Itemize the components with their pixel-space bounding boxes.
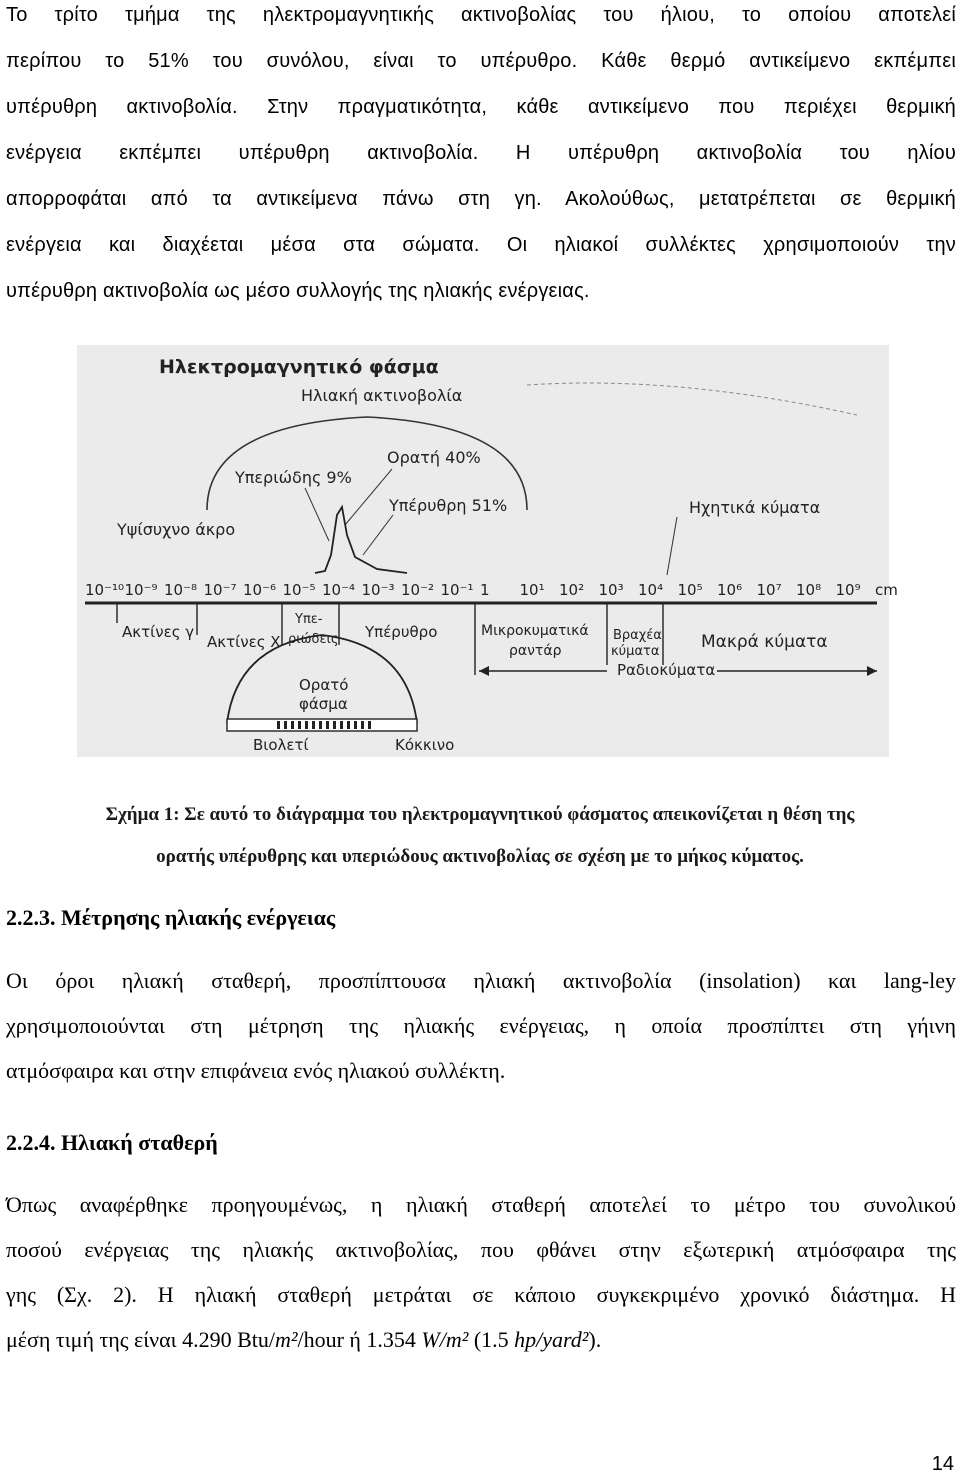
text-line: ενέργεια και διαχέεται μέσα στα σώματα. Οι ηλιακοί συλλέκτες χρησιμοποιούν την <box>6 234 956 256</box>
scale-tick-label: cm <box>875 581 898 599</box>
strip-bar <box>298 721 301 729</box>
scale-tick-label: 10⁻⁴ <box>322 581 356 599</box>
unit-hp-per-yard2: hp/yard² <box>514 1327 589 1352</box>
scale-tick-label: 10⁻¹⁰ <box>85 581 125 599</box>
strip-bar <box>326 721 329 729</box>
text-line: περίπου το 51% του συνόλου, είναι το υπέρυθρο. Κάθε θερμό αντικείμενο εκπέμπει <box>6 50 956 72</box>
long-waves-label: Μακρά κύματα <box>701 632 828 652</box>
scale-tick-label: 10² <box>559 581 585 599</box>
scale-tick-label: 10⁻⁸ <box>164 581 198 599</box>
scale-tick-label: 10⁵ <box>677 581 703 599</box>
scale-tick-label: 10⁷ <box>756 581 782 599</box>
strip-bar <box>361 721 364 729</box>
scale-tick-label: 10⁸ <box>796 581 822 599</box>
page-number: 14 <box>931 1453 954 1475</box>
text-line: χρησιμοποιούνται στη μέτρηση της ηλιακής ενέργειας, η οποία προσπίπτει στη γήινη <box>6 1013 956 1038</box>
section-heading: 2.2.3. Μέτρησης ηλιακής ενέργειας <box>6 905 336 930</box>
formula-mid: /hour ή 1.354 <box>297 1327 422 1352</box>
caption-line: Σχήμα 1: Σε αυτό το διάγραμμα του ηλεκτρομαγνητικού φάσματος απεικονίζεται η θέση της <box>105 804 855 825</box>
uv-percent-label: Υπεριώδης 9% <box>235 468 352 487</box>
visible-spectrum-label-2: φάσμα <box>299 695 348 713</box>
scale-tick-label: 10⁻³ <box>361 581 395 599</box>
text-line: ατμόσφαιρα και στην επιφάνεια ενός ηλιακού συλλέκτη. <box>6 1058 506 1083</box>
solar-radiation-label: Ηλιακή ακτινοβολία <box>301 386 463 405</box>
xrays-label: Ακτίνες Χ <box>207 633 281 651</box>
short-waves-label-2: κύματα <box>611 644 660 659</box>
radio-waves-label: Ραδιοκύματα <box>617 661 716 679</box>
text-line: Οι όροι ηλιακή σταθερή, προσπίπτουσα ηλιακή ακτινοβολία (insolation) και lang-ley <box>6 968 956 993</box>
formula-paren-open: (1.5 <box>468 1327 515 1352</box>
strip-bar <box>312 721 315 729</box>
visible-spectrum-label-1: Ορατό <box>299 676 349 694</box>
strip-bar <box>340 721 343 729</box>
scale-tick-label: 10⁹ <box>835 581 861 599</box>
caption-line: ορατής υπέρυθρης και υπεριώδους ακτινοβολίας σε σχέση με το μήκος κύματος. <box>156 846 804 867</box>
intro-paragraph <box>6 0 956 322</box>
figure-caption <box>0 800 960 884</box>
unit-w-per-m2: W/m² <box>421 1327 469 1352</box>
scale-tick-label: 10⁴ <box>638 581 664 599</box>
scale-tick-label: 10⁻⁷ <box>203 581 237 599</box>
strip-bar <box>284 721 287 729</box>
formula-prefix: μέση τιμή της είναι 4.290 Btu/ <box>6 1327 275 1352</box>
strip-bar <box>354 721 357 729</box>
uv-band-label-1: Υπε- <box>295 612 323 627</box>
strip-bar <box>277 721 280 729</box>
microwave-label-1: Μικροκυματικά <box>481 623 589 639</box>
em-spectrum-figure <box>77 345 898 757</box>
em-spectrum-diagram <box>77 345 898 757</box>
short-waves-label-1: Βραχέα <box>613 628 662 643</box>
figure-title: Ηλεκτρομαγνητικό φάσμα <box>159 356 439 378</box>
scale-tick-label: 10⁻² <box>401 581 435 599</box>
section-heading: 2.2.4. Ηλιακή σταθερή <box>6 1130 218 1155</box>
formula-paren-close: ). <box>588 1327 602 1352</box>
unit-m2: m² <box>274 1327 298 1352</box>
scale-tick-label: 10¹ <box>519 581 545 599</box>
text-line: υπέρυθρη ακτινοβολία ως μέσο συλλογής της ηλιακής ενέργειας. <box>6 280 590 302</box>
text-line: Όπως αναφέρθηκε προηγουμένως, η ηλιακή σταθερή αποτελεί το μέτρο του συνολικού <box>6 1192 956 1217</box>
strip-bar <box>347 721 350 729</box>
text-line: Το τρίτο τμήμα της ηλεκτρομαγνητικής ακτινοβολίας του ήλιου, το οποίου αποτελεί <box>6 4 956 26</box>
red-label: Κόκκινο <box>395 736 455 754</box>
ir-percent-label: Υπέρυθρη 51% <box>389 496 508 515</box>
strip-bar <box>291 721 294 729</box>
scale-tick-label: 10⁻¹ <box>440 581 474 599</box>
scale-tick-label: 10³ <box>598 581 624 599</box>
strip-bar <box>319 721 322 729</box>
text-line: ενέργεια εκπέμπει υπέρυθρη ακτινοβολία. Η υπέρυθρη ακτινοβολία του ηλίου <box>6 142 956 164</box>
strip-bar <box>305 721 308 729</box>
text-line: απορροφάται από τα αντικείμενα πάνω στη γη. Ακολούθως, μετατρέπεται σε θερμική <box>6 188 956 210</box>
strip-bar <box>368 721 371 729</box>
scale-tick-label: 10⁻⁹ <box>124 581 158 599</box>
uv-band-label-2: ριώδεις <box>288 632 339 647</box>
figure-background <box>77 345 889 757</box>
visible-percent-label: Ορατή 40% <box>387 448 481 467</box>
violet-label: Βιολετί <box>253 736 309 754</box>
text-line: υπέρυθρη ακτινοβολία. Στην πραγματικότητα, κάθε αντικείμενο που περιέχει θερμική <box>6 96 956 118</box>
scale-tick-label: 10⁻⁶ <box>243 581 277 599</box>
measurement-paragraph <box>6 966 956 1101</box>
gamma-rays-label: Ακτίνες γ <box>122 623 195 641</box>
sound-waves-label: Ηχητικά κύματα <box>689 498 821 517</box>
scale-tick-label: 10⁻⁵ <box>282 581 316 599</box>
scale-tick-label: 10⁶ <box>717 581 743 599</box>
text-line-formula <box>6 1325 956 1370</box>
scale-tick-label: 1 <box>480 581 490 599</box>
text-line: ποσού ενέργειας της ηλιακής ακτινοβολίας, που φθάνει στην εξωτερική ατμόσφαιρα της <box>6 1237 956 1262</box>
strip-bar <box>333 721 336 729</box>
text-line: γης (Σχ. 2). Η ηλιακή σταθερή μετράται σε κάποιο συγκεκριμένο χρονικό διάστημα. Η <box>6 1282 956 1307</box>
high-frequency-end-label: Υψίσυχνο άκρο <box>117 520 236 539</box>
microwave-label-2: ραντάρ <box>509 643 562 659</box>
infrared-band-label: Υπέρυθρο <box>365 623 438 641</box>
solar-constant-paragraph <box>6 1190 956 1370</box>
